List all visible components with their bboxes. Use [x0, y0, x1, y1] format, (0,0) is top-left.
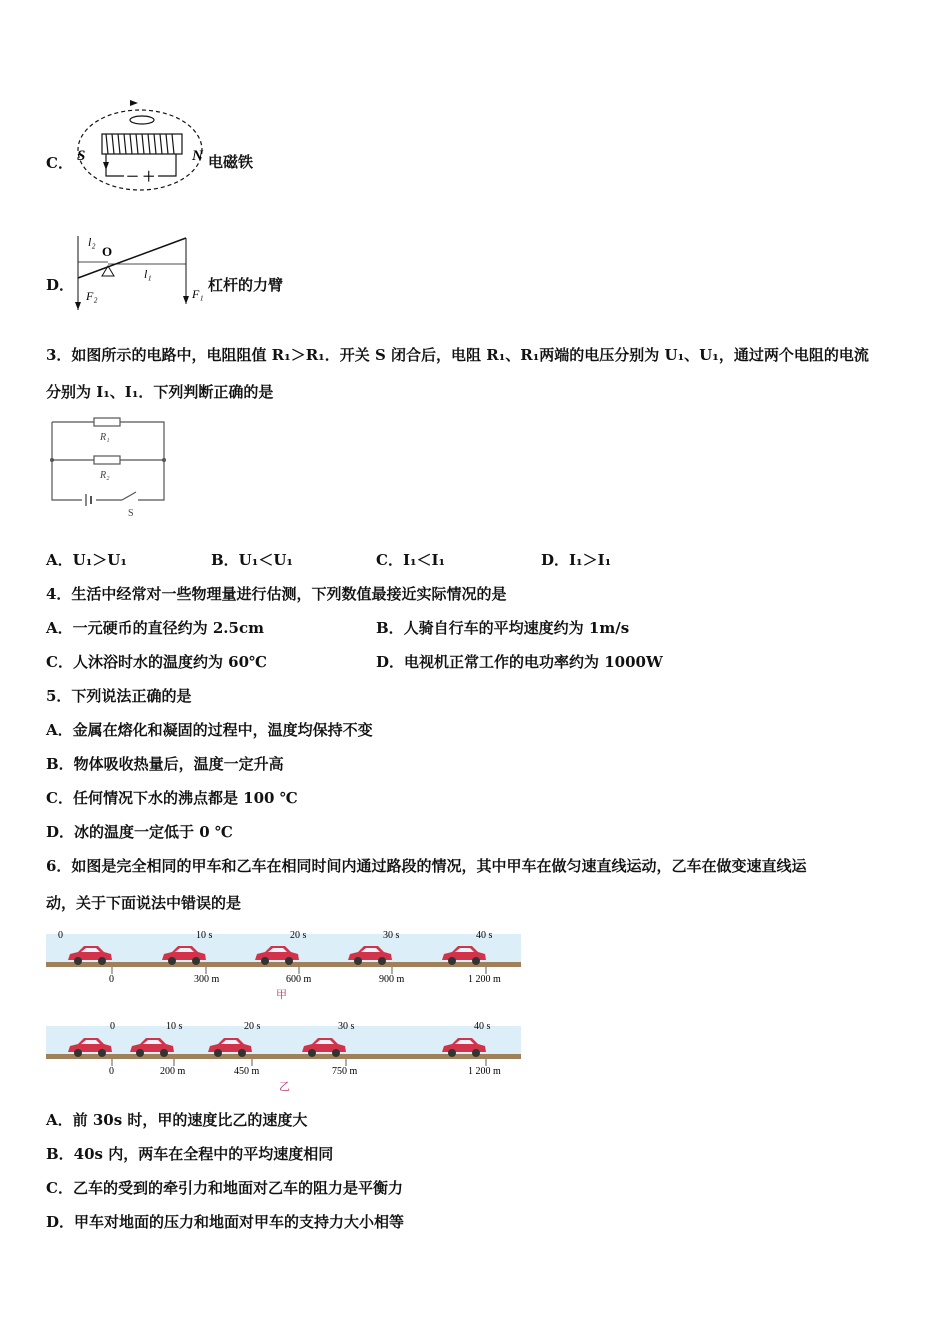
coil-windings — [106, 134, 174, 154]
q4-option-c: C．人沐浴时水的温度约为 60℃ — [46, 653, 268, 671]
q6-stem-line2: 动，关于下面说法中错误的是 — [46, 894, 242, 912]
q5-stem: 5．下列说法正确的是 — [46, 687, 192, 705]
o-label: O — [102, 244, 113, 259]
jia-time-3: 30 s — [383, 930, 400, 941]
q3-stem-line2: 分别为 I₁、I₁．下列判断正确的是 — [46, 383, 274, 401]
yi-time-4: 40 s — [474, 1021, 491, 1032]
q6-option-c: C．乙车的受到的牵引力和地面对乙车的阻力是平衡力 — [46, 1179, 403, 1197]
jia-time-4: 40 s — [476, 930, 493, 941]
f1-label: F₁ — [192, 287, 204, 301]
yi-label: 乙 — [279, 1081, 290, 1093]
q6-option-a: A．前 30s 时，甲的速度比乙的速度大 — [46, 1111, 308, 1129]
jia-dist-2: 600 m — [286, 974, 312, 985]
jia-label: 甲 — [276, 989, 287, 1001]
yi-dist-2: 450 m — [234, 1066, 260, 1077]
jia-time-1: 10 s — [196, 930, 213, 941]
jia-dist-1: 300 m — [194, 974, 220, 985]
q3-stem-line1: 3．如图所示的电路中，电阻阻值 R₁＞R₁．开关 S 闭合后，电阻 R₁、R₁两端的电压分别为 U₁、U₁，通过两个电阻的电流 — [46, 346, 869, 364]
l1-label: l₁ — [144, 267, 152, 281]
yi-dist-4: 1 200 m — [468, 1066, 501, 1077]
q5-option-d: D．冰的温度一定低于 0 ℃ — [46, 823, 233, 841]
r1-resistor — [94, 418, 120, 426]
jia-dist-4: 1 200 m — [468, 974, 501, 985]
q5-option-c: C．任何情况下水的沸点都是 100 ℃ — [46, 789, 298, 807]
switch-label: S — [128, 508, 134, 519]
r2-label: R₂ — [100, 470, 110, 481]
q3-option-d: D．I₁＞I₁ — [541, 551, 612, 569]
s-pole-label: S — [77, 148, 86, 164]
option-c-label: C． — [46, 154, 73, 172]
r1-label: R₁ — [100, 432, 110, 443]
battery-label: － ＋ — [126, 169, 156, 184]
option-c-caption: 电磁铁 — [208, 153, 254, 171]
current-arrow-icon — [103, 162, 109, 170]
q4-option-d: D．电视机正常工作的电功率约为 1000W — [376, 653, 663, 671]
q6-car-figure — [46, 924, 526, 1094]
q6-option-d: D．甲车对地面的压力和地面对甲车的支持力大小相等 — [46, 1213, 405, 1231]
n-pole-label: N — [192, 148, 203, 164]
f2-arrow-icon — [75, 302, 81, 310]
yi-dist-0: 0 — [109, 1066, 114, 1077]
q3-circuit-figure — [46, 412, 176, 522]
yi-time-0: 0 — [110, 1021, 115, 1032]
yi-dist-3: 750 m — [332, 1066, 358, 1077]
q3-option-a: A．U₁＞U₁ — [46, 551, 127, 569]
compass-needle-icon — [130, 116, 154, 124]
f1-arrow-icon — [183, 296, 189, 304]
option-d-label: D． — [46, 276, 75, 294]
q5-option-b: B．物体吸收热量后，温度一定升高 — [46, 755, 284, 773]
field-arrow-icon — [130, 100, 138, 106]
q4-option-a: A．一元硬币的直径约为 2.5cm — [46, 619, 264, 637]
jia-time-2: 20 s — [290, 930, 307, 941]
lever-figure — [72, 232, 212, 312]
q6-stem-line1: 6．如图是完全相同的甲车和乙车在相同时间内通过路段的情况，其中甲车在做匀速直线运动，乙车在做变速直线运 — [46, 857, 807, 875]
electromagnet-figure — [70, 100, 210, 195]
q4-stem: 4．生活中经常对一些物理量进行估测，下列数值最接近实际情况的是 — [46, 585, 507, 603]
q3-option-b: B．U₁＜U₁ — [211, 551, 293, 569]
q4-option-b: B．人骑自行车的平均速度约为 1m/s — [376, 619, 630, 637]
l2-label: l₂ — [88, 235, 96, 249]
yi-time-3: 30 s — [338, 1021, 355, 1032]
q3-option-c: C．I₁＜I₁ — [376, 551, 446, 569]
f2-label: F₂ — [86, 289, 98, 303]
yi-time-1: 10 s — [166, 1021, 183, 1032]
r2-resistor — [94, 456, 120, 464]
q6-option-b: B．40s 内，两车在全程中的平均速度相同 — [46, 1145, 334, 1163]
yi-dist-1: 200 m — [160, 1066, 186, 1077]
option-d-caption: 杠杆的力臂 — [208, 276, 284, 294]
jia-time-0: 0 — [58, 930, 63, 941]
yi-time-2: 20 s — [244, 1021, 261, 1032]
jia-dist-0: 0 — [109, 974, 114, 985]
jia-dist-3: 900 m — [379, 974, 405, 985]
q5-option-a: A．金属在熔化和凝固的过程中，温度均保持不变 — [46, 721, 373, 739]
